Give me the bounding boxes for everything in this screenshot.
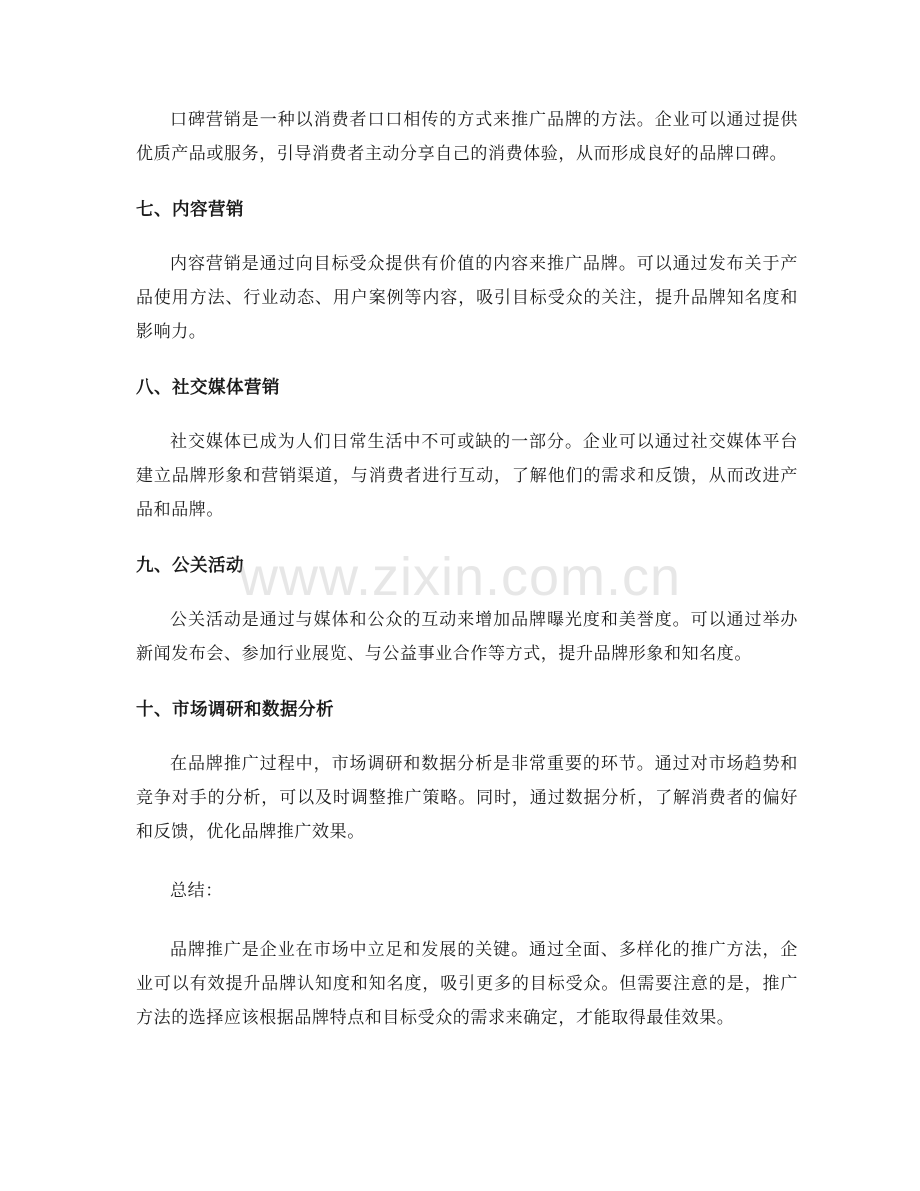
- spacer: [136, 349, 798, 374]
- spacer: [136, 402, 798, 425]
- section-body-market-research: 在品牌推广过程中，市场调研和数据分析是非常重要的环节。通过对市场趋势和竞争对手的分析，可以及时调整推广策略。同时，通过数据分析，了解消费者的偏好和反馈，优化品牌推广效果。: [136, 754, 798, 842]
- watermark-text: www.zixin.com.cn: [238, 547, 682, 607]
- section-heading-social-media: 八、社交媒体营销: [136, 378, 280, 398]
- section-body-social-media: 社交媒体已成为人们日常生活中不可或缺的一部分。企业可以通过社交媒体平台建立品牌形象和营销渠道，与消费者进行互动，了解他们的需求和反馈，从而改进产品和品牌。: [136, 432, 798, 520]
- section-body-pr-activities: 公关活动是通过与媒体和公众的互动来增加品牌曝光度和美誉度。可以通过举办新闻发布会、参加行业展览、与公益事业合作等方式，提升品牌形象和知名度。: [136, 610, 798, 664]
- summary-body: 品牌推广是企业在市场中立足和发展的关键。通过全面、多样化的推广方法，企业可以有效提升品牌认知度和知名度，吸引更多的目标受众。但需要注意的是，推广方法的选择应该根据品牌特点和目标受众的需求来确定，才能取得最佳效果。: [136, 940, 798, 1028]
- spacer: [136, 908, 798, 933]
- summary-label: 总结：: [170, 881, 223, 901]
- spacer: [136, 580, 798, 603]
- intro-paragraph: 口碑营销是一种以消费者口口相传的方式来推广品牌的方法。企业可以通过提供优质产品或服务，引导消费者主动分享自己的消费体验，从而形成良好的品牌口碑。: [136, 110, 798, 164]
- spacer: [136, 171, 798, 196]
- section-heading-market-research: 十、市场调研和数据分析: [136, 700, 334, 720]
- spacer: [136, 527, 798, 552]
- spacer: [136, 224, 798, 247]
- spacer: [136, 849, 798, 874]
- document-content: [136, 103, 798, 1035]
- spacer: [136, 671, 798, 696]
- section-heading-content-marketing: 七、内容营销: [136, 200, 244, 220]
- section-body-content-marketing: 内容营销是通过向目标受众提供有价值的内容来推广品牌。可以通过发布关于产品使用方法、行业动态、用户案例等内容，吸引目标受众的关注，提升品牌知名度和影响力。: [136, 254, 798, 342]
- section-heading-pr-activities: 九、公关活动: [136, 556, 244, 576]
- spacer: [136, 724, 798, 747]
